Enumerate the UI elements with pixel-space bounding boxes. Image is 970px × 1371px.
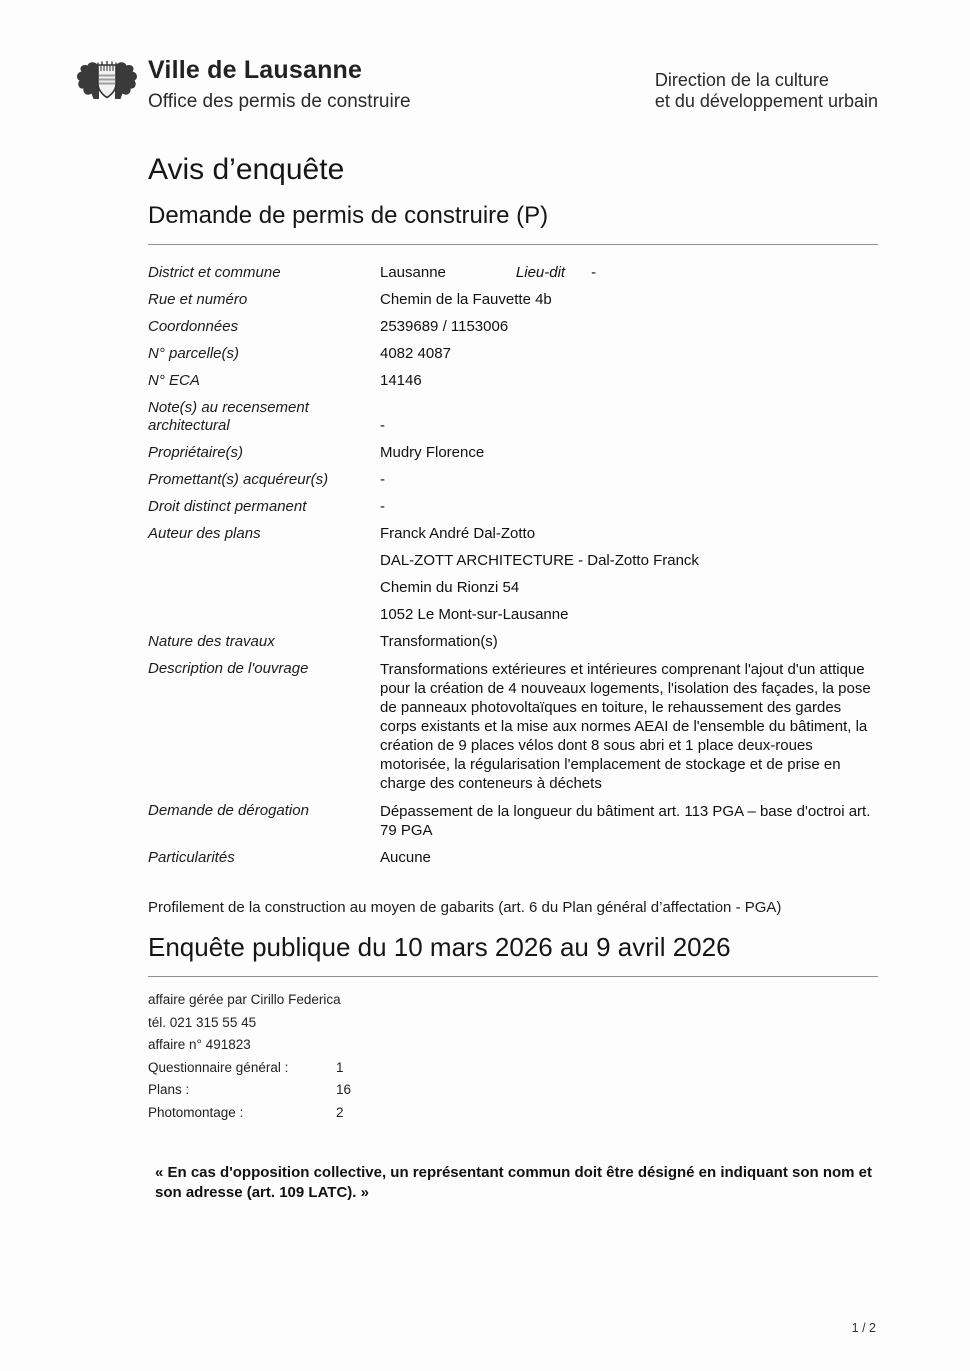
direction-name — [655, 56, 878, 112]
document-subtitle: Demande de permis de construire (P) — [148, 202, 549, 229]
row-label: Coordonnées — [148, 318, 239, 335]
page-number: 1 / 2 — [851, 1321, 876, 1335]
org-unit: Office des permis de construire — [148, 91, 411, 112]
table-row-parcelle — [148, 345, 878, 363]
gabarits-note: Profilement de la construction au moyen de gabarits (art. 6 du Plan général d’affectation - PGA) — [148, 899, 782, 916]
row-value — [380, 264, 878, 282]
row-label: Promettant(s) acquéreur(s) — [148, 471, 329, 488]
doc-count-photomontage — [148, 1105, 878, 1121]
table-row-rue — [148, 291, 878, 309]
legal-notice: « En cas d'opposition collective, un représentant commun doit être désigné en indiquant son nom et son adresse (art. 109 LATC). » — [155, 1163, 873, 1201]
lieu-dit-value: - — [591, 264, 597, 281]
direction-line-1: Direction de la culture — [654, 70, 829, 90]
row-label: N° parcelle(s) — [148, 345, 240, 362]
lieu-dit-label: Lieu-dit — [515, 264, 566, 281]
table-row-promettant — [148, 471, 878, 489]
table-row-droit-distinct — [148, 498, 878, 516]
case-number: affaire n° 491823 — [148, 1037, 251, 1052]
table-row-nature-travaux — [148, 633, 878, 651]
doc-count-label: Questionnaire général : — [148, 1059, 289, 1075]
case-info-block — [148, 992, 878, 1121]
direction-line-2: et du développement urbain — [654, 91, 878, 111]
row-value: 4082 4087 — [380, 345, 451, 362]
enquete-divider — [148, 976, 878, 977]
row-value: Dépassement de la longueur du bâtiment art. 113 PGA – base d'octroi art. 79 PGA — [380, 803, 871, 839]
row-value: Transformations extérieures et intérieures comprenant l'ajout d'un attique pour la création de 4 nouveaux logements, l'isolation des façades, la pose de panneaux photovoltaïques en toiture, le rehaussement des gardes corps existants et la mise aux normes AEAI de l'ensemble du bâtiment, la création de 9 places vélos dont 8 sous abri et 1 place deux-roues motorisée, la régularisation l'emplacement de stockage et de prise en charge des conteneurs à déchets — [380, 661, 871, 792]
row-value: - — [380, 498, 385, 515]
row-value: Transformation(s) — [380, 633, 498, 650]
table-row-description — [148, 660, 878, 793]
row-label: Note(s) au recensement architectural — [148, 399, 309, 434]
row-value: - — [380, 417, 385, 434]
doc-count-plans — [148, 1082, 878, 1098]
table-row-derogation — [148, 802, 878, 840]
auteur-line: DAL-ZOTT ARCHITECTURE - Dal-Zotto Franck — [380, 552, 699, 569]
row-label: Propriétaire(s) — [148, 444, 244, 461]
table-row-auteur-plans — [148, 525, 878, 624]
enquete-publique-heading: Enquête publique du 10 mars 2026 au 9 avril 2026 — [148, 932, 731, 962]
permit-details-table — [148, 264, 878, 867]
title-divider — [148, 244, 878, 245]
row-label: Demande de dérogation — [148, 802, 309, 819]
lausanne-coat-of-arms-icon — [74, 58, 140, 115]
row-value: Mudry Florence — [380, 444, 485, 461]
table-row-particularites — [148, 849, 878, 867]
row-label: Description de l'ouvrage — [148, 660, 309, 677]
ville-de-lausanne-brand — [74, 56, 411, 115]
doc-count-value: 2 — [336, 1104, 344, 1120]
row-value: 2539689 / 1153006 — [380, 318, 509, 335]
row-value: Chemin de la Fauvette 4b — [380, 291, 552, 308]
doc-count-label: Photomontage : — [148, 1104, 244, 1120]
table-row-eca — [148, 372, 878, 390]
row-label: Rue et numéro — [148, 291, 248, 308]
row-label: Auteur des plans — [148, 525, 261, 542]
auteur-line: 1052 Le Mont-sur-Lausanne — [380, 606, 569, 623]
case-managed-by: affaire gérée par Cirillo Federica — [148, 992, 341, 1007]
document-body — [148, 153, 878, 1203]
row-value: - — [380, 471, 385, 488]
auteur-line: Franck André Dal-Zotto — [380, 525, 536, 542]
case-phone: tél. 021 315 55 45 — [148, 1014, 257, 1030]
row-label: N° ECA — [148, 372, 200, 389]
doc-count-label: Plans : — [148, 1082, 190, 1097]
table-row-proprietaire — [148, 444, 878, 462]
table-row-district — [148, 264, 878, 282]
org-name: Ville de Lausanne — [148, 56, 363, 84]
row-label: Particularités — [148, 849, 235, 866]
document-header — [0, 0, 970, 115]
district-value: Lausanne — [380, 264, 446, 281]
doc-count-value: 1 — [336, 1059, 344, 1075]
auteur-line: Chemin du Rionzi 54 — [380, 579, 520, 596]
row-label: Droit distinct permanent — [148, 498, 307, 515]
row-label: Nature des travaux — [148, 633, 275, 650]
doc-count-questionnaire — [148, 1060, 878, 1076]
row-value: Aucune — [380, 849, 431, 866]
row-value: 14146 — [380, 372, 422, 389]
brand-text — [148, 56, 411, 113]
doc-count-value: 16 — [336, 1082, 352, 1097]
document-title: Avis d’enquête — [148, 153, 345, 186]
row-value — [380, 525, 878, 624]
table-row-recensement — [148, 399, 878, 435]
row-label: District et commune — [148, 264, 281, 281]
table-row-coordonnees — [148, 318, 878, 336]
